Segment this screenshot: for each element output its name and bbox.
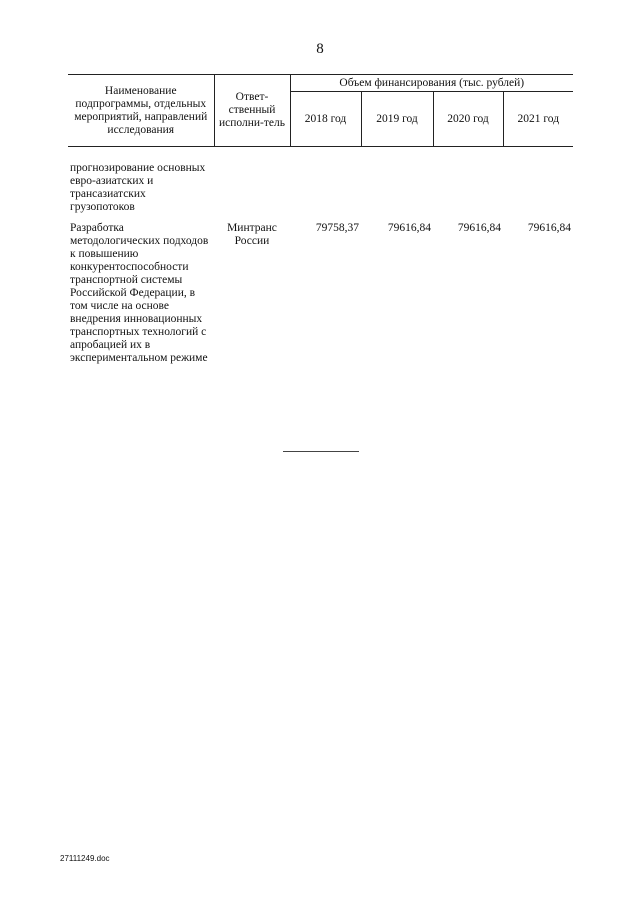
header-year-2018: 2018 год: [290, 92, 361, 147]
row-value-2019: 79616,84: [387, 222, 431, 234]
row-executor-cell: Минтранс России: [227, 222, 277, 247]
row-name-cell: Разработка методологических подходов к повышению конкурентоспособности транспортной системы Российской Федерации, в том числе на основе внедрения инновационных транспортных технологий с апробацией их в экспериментальном режиме: [70, 222, 209, 364]
end-divider: [283, 451, 359, 452]
table-row: [68, 222, 573, 365]
page-number: 8: [316, 41, 324, 57]
row-value-2021: 79616,84: [527, 222, 572, 234]
financing-table: [68, 74, 573, 365]
header-financing-group: Объем финансирования (тыс. рублей): [290, 75, 573, 92]
header-executor: Ответ-ственный исполни-тель: [214, 75, 290, 147]
row-value-2021: [503, 147, 573, 223]
header-year-2021: 2021 год: [503, 92, 573, 147]
row-value-2018: [290, 147, 361, 223]
row-name-cell: прогнозирование основных евро-азиатских и трансазиатских грузопотоков: [70, 162, 206, 213]
table-row: [68, 147, 573, 223]
row-executor-cell: [214, 147, 290, 223]
header-year-2020: 2020 год: [433, 92, 503, 147]
row-value-2018: 79758,37: [315, 222, 359, 234]
footer-filename: 27111249.doc: [60, 854, 110, 863]
row-value-2020: 79616,84: [457, 222, 501, 234]
header-name: Наименование подпрограммы, отдельных мероприятий, направлений исследования: [68, 75, 214, 147]
row-value-2020: [433, 147, 503, 223]
header-year-2019: 2019 год: [361, 92, 433, 147]
row-value-2019: [361, 147, 433, 223]
